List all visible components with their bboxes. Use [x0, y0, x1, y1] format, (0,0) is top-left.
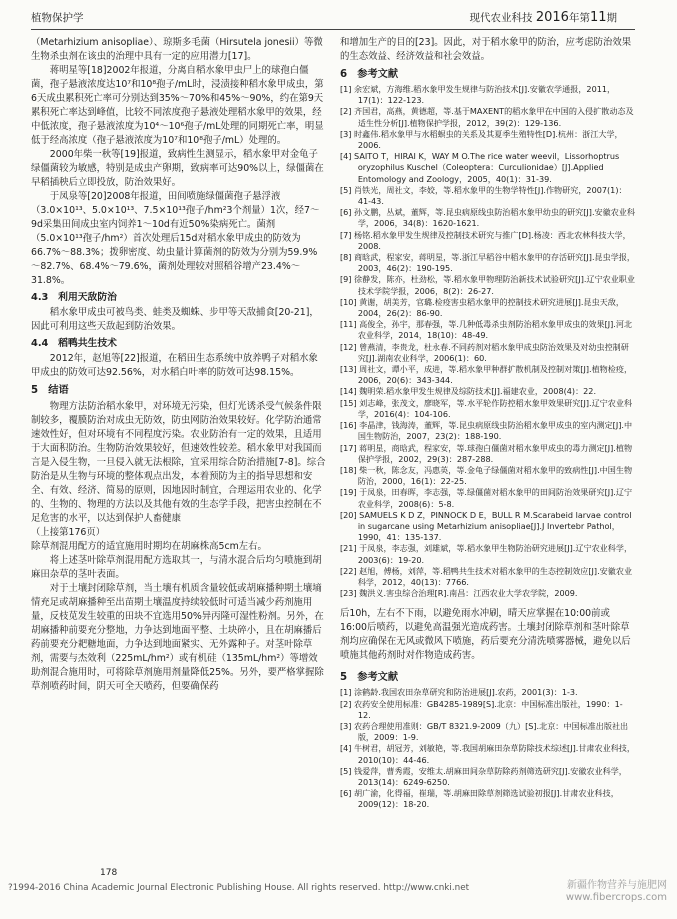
reference-item: [6] 孙文鹏，丛斌，董辉，等.昆虫病原线虫防治稻水象甲幼虫的研究[J].安徽农业科学，2006，34(8)：1620-1621. — [340, 207, 635, 229]
paragraph: 蒋明星等[18]2002年报道，分离自稻水象甲虫尸上的球孢白僵菌，孢子悬液浓度达10⁷和10⁸孢子/mL时，浸渍接种稻水象甲成虫，第6天成虫累积死亡率可分别达到35%～70%和45%～90%，约在第9天累积死亡率达到峰值，比较不同浓度孢子悬液处理稻水象甲的效果，经中低浓度，孢子悬液浓度为10⁴～10⁶孢子/mL处理的同期死亡率，明显低于经高浓度（孢子悬液浓度为10⁷和10⁸孢子/mL）处理的。 — [31, 65, 324, 146]
section-heading: 5 结语 — [31, 385, 69, 396]
header-rule — [31, 29, 635, 30]
reference-item: [22] 赵旭，傅杨，刘萍，等.稻鸭共生技术对稻水象甲的生态控制效应[J].安徽农业科学，2012，40(13)：7766. — [340, 565, 633, 587]
paragraph: 2012年，赵旭等[22]报道，在稻田生态系统中放养鸭子对稻水象甲成虫的防效可达92.56%，对水稻白叶率的防效可达98.15%。 — [31, 353, 318, 378]
paragraph: 稻水象甲成虫可被鸟类、蛙类及蜘蛛、步甲等天敌捕食[20-21]，因此可利用这些天敌起到防治效果。 — [31, 307, 319, 332]
reference-item: [3] 时鑫伟.稻水象甲与水稻螟虫的关系及其夏季生殖特性[D].杭州：浙江大学，2006. — [340, 128, 623, 151]
issue-label: 年第 — [568, 12, 590, 24]
reference-item: [7] 杨铭.稻水象甲发生规律及控制技术研究与推广[D].杨凌：西北农林科技大学，2008. — [340, 229, 631, 251]
watermark-url: www.fibercrops.com — [565, 892, 667, 903]
reference-item: [6] 胡广渝，化得福，崔瑞，等.胡麻田除草剂筛选试验初报[J].甘肃农业科技，2009(12)：18-20. — [340, 788, 619, 810]
paragraph: 物理方法防治稻水象甲，对环境无污染，但灯光诱杀受气候条件限制较多，覆膜防治对成虫无防效，防虫网防治效果较好。化学防治通常速效性好，但对环境有不同程度污染。农业防治有一定的效果，且适用于大面积防治。生物防治效果较好，但速效性较差。稻水象甲对我国而言是入侵生物，一旦侵入就无法根除，宜采用综合防治措施[7-8]。综合防治是从生物与环境的整体观点出发，本着预防为主的指导思想和安全、有效、经济、简易的原则，因地因时制宜，合理运用农业的、化学的、生物的、物理的方法以及其他有效的生态学手段，把害虫控制在不足危害的水平，以达到保护人畜健康 — [31, 401, 326, 524]
paragraph: 于凤泉等[20]2008年报道，田间喷施绿僵菌孢子悬浮液（3.0×10¹³、5.0×10¹³、7.5×10¹³孢子/hm²3个剂量）1次，经7～9d采集田间成虫室内饲养1～10d有近50%染病死亡。菌剂（5.0×10¹³孢子/hm²）首次处理后15d对稻水象甲成虫的防效为66.7%～88.3%；拨卵密度、幼虫量计算菌剂的防效为分别为59.9%～82.7%、68.4%～79.6%，菌剂处理较对照稻谷增产23.4%～31.8%。 — [31, 191, 320, 286]
reference-item: [4] SAITO T，HIRAI K，WAY M O.The rice water weevil，Lissorhoptrus oryzophilus Kuschel（Coleoptera：Curculionidae）[J].Applied Entomology and Zoology，2005，40(1)：31-39. — [340, 151, 620, 184]
reference-item: [10] 黄谢，胡美芳，官璐.检疫害虫稻水象甲的控制技术研究进展[J].昆虫天敌，2004，26(2)：86-90. — [340, 296, 624, 319]
watermark — [566, 880, 667, 904]
reference-item: [1] 涂鹤龄.我国农田杂草研究和防治进展[J].农药，2001(3)：1-3. — [340, 687, 578, 698]
continuation-note: （上接第176页） — [31, 527, 106, 538]
reference-item: [11] 高俊全，孙宇，那春强，等.几种低毒杀虫剂防治稻水象甲成虫的效果[J].河北农业科学，2014，18(10)：48-49. — [340, 319, 633, 341]
reference-item: [13] 周社文，谭小平，成进，等.稻水象甲种群扩散机制及控制对策[J].植物检疫，2006，20(6)：343-344. — [340, 364, 633, 386]
reference-list — [340, 687, 635, 810]
reference-list — [340, 84, 635, 599]
reference-item: [18] 柴一秋，陈念友，冯惠英，等.金龟子绿僵菌对稻水象甲的致病性[J].中国生物防治，2000，16(1)：22-25. — [340, 464, 633, 487]
paragraph: 和增加生产的目的[23]。因此，对于稻水象甲的防治，应考虑防治效果的生态效益、经济效益和社会效益。 — [340, 37, 632, 62]
journal-section-title: 植物保护学 — [31, 12, 84, 24]
watermark-title: 新疆作物营养与施肥网 — [567, 880, 667, 891]
reference-item: [8] 商晗武，程家安，蒋明星，等.浙江早稻谷中稻水象甲的存活研究[J].昆虫学报，2003，46(2)：190-195. — [340, 252, 635, 274]
paragraph: 除草剂混用配方的适宜施用时期均在胡麻株高5cm左右。 — [31, 541, 267, 552]
paragraph: 后10h，左右不下雨，以避免雨水冲刷，晴天应掌握在10:00前或16:00后喷药，以避免高温强光造成药害。土壤封闭除草剂和茎叶除草剂均应确保在无风或微风下喷施，药后要充分清洗喷雾器械，避免以后喷施其他药剂时对作物造成药害。 — [340, 608, 631, 662]
section-heading: 5 参考文献 — [340, 672, 399, 684]
page-number: 178 — [100, 868, 118, 878]
reference-item: [9] 徐静发，陈亦，杜劲松，等.稻水象甲物理防治新技术试验研究[J].辽宁农业职业技术学院学报，2006，8(2)：26-27. — [340, 274, 635, 296]
reference-item: [5] 肖铁光，周社文，李姣，等.稻水象甲的生物学特性[J].作物研究，2007(1)：41-43. — [340, 184, 627, 207]
left-column — [31, 36, 326, 694]
journal-name: 现代农业科技 — [469, 12, 533, 24]
reference-item: [3] 农药合理使用准则：GB/T 8321.9-2009（九）[S].北京：中国标准出版社出版，2009：1-9. — [340, 720, 629, 743]
reference-item: [2] 农药安全使用标准：GB4285-1989[S].北京：中国标准出版社，1990：1-12. — [340, 698, 623, 720]
right-column — [340, 36, 635, 811]
paragraph: 2000年柴一秋等[19]报道，致病性生测显示，稻水象甲对金龟子绿僵菌较为敏感，特别是成虫产卵期，致病率可达90%以上，绿僵菌在早稻插秧后立即投放，防治效果好。 — [31, 149, 324, 188]
reference-item: [15] 刘志峰，张茂文，廖晓军，等.水平轮作防控稻水象甲效果研究[J].辽宁农业科学，2016(4)：104-106. — [340, 397, 633, 419]
paragraph: （Metarhizium anisopliae）、琼斯多毛菌（Hirsutela jonesii）等微生物杀虫剂在该虫的治理中具有一定的应用潜力[17]。 — [31, 37, 323, 62]
issue-suffix: 期 — [606, 12, 617, 24]
reference-item: [21] 于凤泉，李志强，刘雄斌，等.稻水象甲生物防治研究进展[J].辽宁农业科学，2003(6)：19-20. — [340, 543, 633, 565]
reference-item: [17] 蒋明星，商晗武，程家安，等.球孢白僵菌对稻水象甲成虫的毒力测定[J].植物保护学报，2002，29(3)：287-288. — [340, 442, 633, 464]
section-heading: 6 参考文献 — [340, 69, 399, 80]
section-heading: 4.3 利用天敌防治 — [31, 292, 117, 303]
reference-item: [4] 牛树君，胡冠芳，刘敏艳，等.我国胡麻田杂草防除技术综述[J].甘肃农业科技，2010(10)：44-46. — [340, 743, 635, 765]
section-heading: 4.4 稻鸭共生技术 — [31, 338, 117, 349]
reference-item: [16] 李晶津，钱海涛，董辉，等.昆虫病原线虫防治稻水象甲成虫的室内测定[J].中国生物防治，2007，23(2)：188-190. — [340, 420, 633, 442]
paragraph: 将上述茎叶除草剂混用配方选取其一，与清水混合后均匀喷施到胡麻田杂草的茎叶表面。 — [31, 555, 322, 580]
reference-item: [12] 曾燕清，李贵龙，杜永春.不同药剂对稻水象甲成虫防治效果及对幼虫控制研究[J].湖南农业科学，2006(1)：60. — [340, 341, 629, 363]
reference-item: [5] 钱爱萍，曹秀霞，安维太.胡麻田间杂草防除药剂筛选研究[J].安徽农业科学，2013(14)：6249-6250. — [340, 765, 627, 787]
reference-item: [19] 于凤泉，田春晖，李志强，等.绿僵菌对稻水象甲的田间防治效果研究[J].辽宁农业科学，2008(6)：5-8. — [340, 487, 633, 509]
reference-item: [1] 余宏斌，方海维.稻水象甲发生规律与防治技术[J].安徽农学通报，2011，17(1)：122-123. — [340, 84, 616, 106]
issue-year: 2016 — [535, 10, 569, 25]
issue-number: 11 — [589, 10, 607, 25]
reference-item: [23] 魏洪义.害虫综合治理[R].南昌：江西农业大学农学院，2009. — [340, 588, 578, 599]
paragraph: 对于土壤封闭除草剂，当土壤有机质含量较低或胡麻播种期土壤墒情充足或胡麻播种至出苗期土壤温度持续较低时可适当减少药剂施用量，反枝苋发生较重的田块不宜选用50%异丙隆可湿性粉剂。另外，在胡麻播种前要充分整地，力争达到地面平整、土块碎小，且在胡麻播后药前要充分耙糖地面，力争达到地面紧实、无外露种子。对茎叶除草剂，需要与杰效利（225mL/hm²）或有机硅（135mL/hm²）等增效助剂混合施用时，可将除草剂施用剂量降低25%。另外，要严格掌握除草剂喷药时间，阴天可全天喷药，但要确保药 — [31, 583, 324, 692]
journal-issue-info — [470, 10, 617, 25]
reference-item: [2] 齐国君，高燕，黄德超，等.基于MAXENT的稻水象甲在中国的入侵扩散动态及适生性分析[J].植物保护学报，2012，39(2)：129-136. — [340, 106, 634, 128]
reference-item: [20] SAMUELS K D Z，PINNOCK D E，BULL R M.Scarabeid larvae control in sugarcane using Metarhizium anisopliae[J].J Invertebr Pathol，1990，41：135-137. — [340, 509, 632, 543]
copyright-line: ?1994-2016 China Academic Journal Electronic Publishing House. All rights reserved. http://www.cnki.net — [8, 883, 470, 893]
reference-item: [14] 魏明荣.稻水象甲发生规律及综防技术[J].福建农业，2008(4)：22. — [340, 386, 597, 397]
